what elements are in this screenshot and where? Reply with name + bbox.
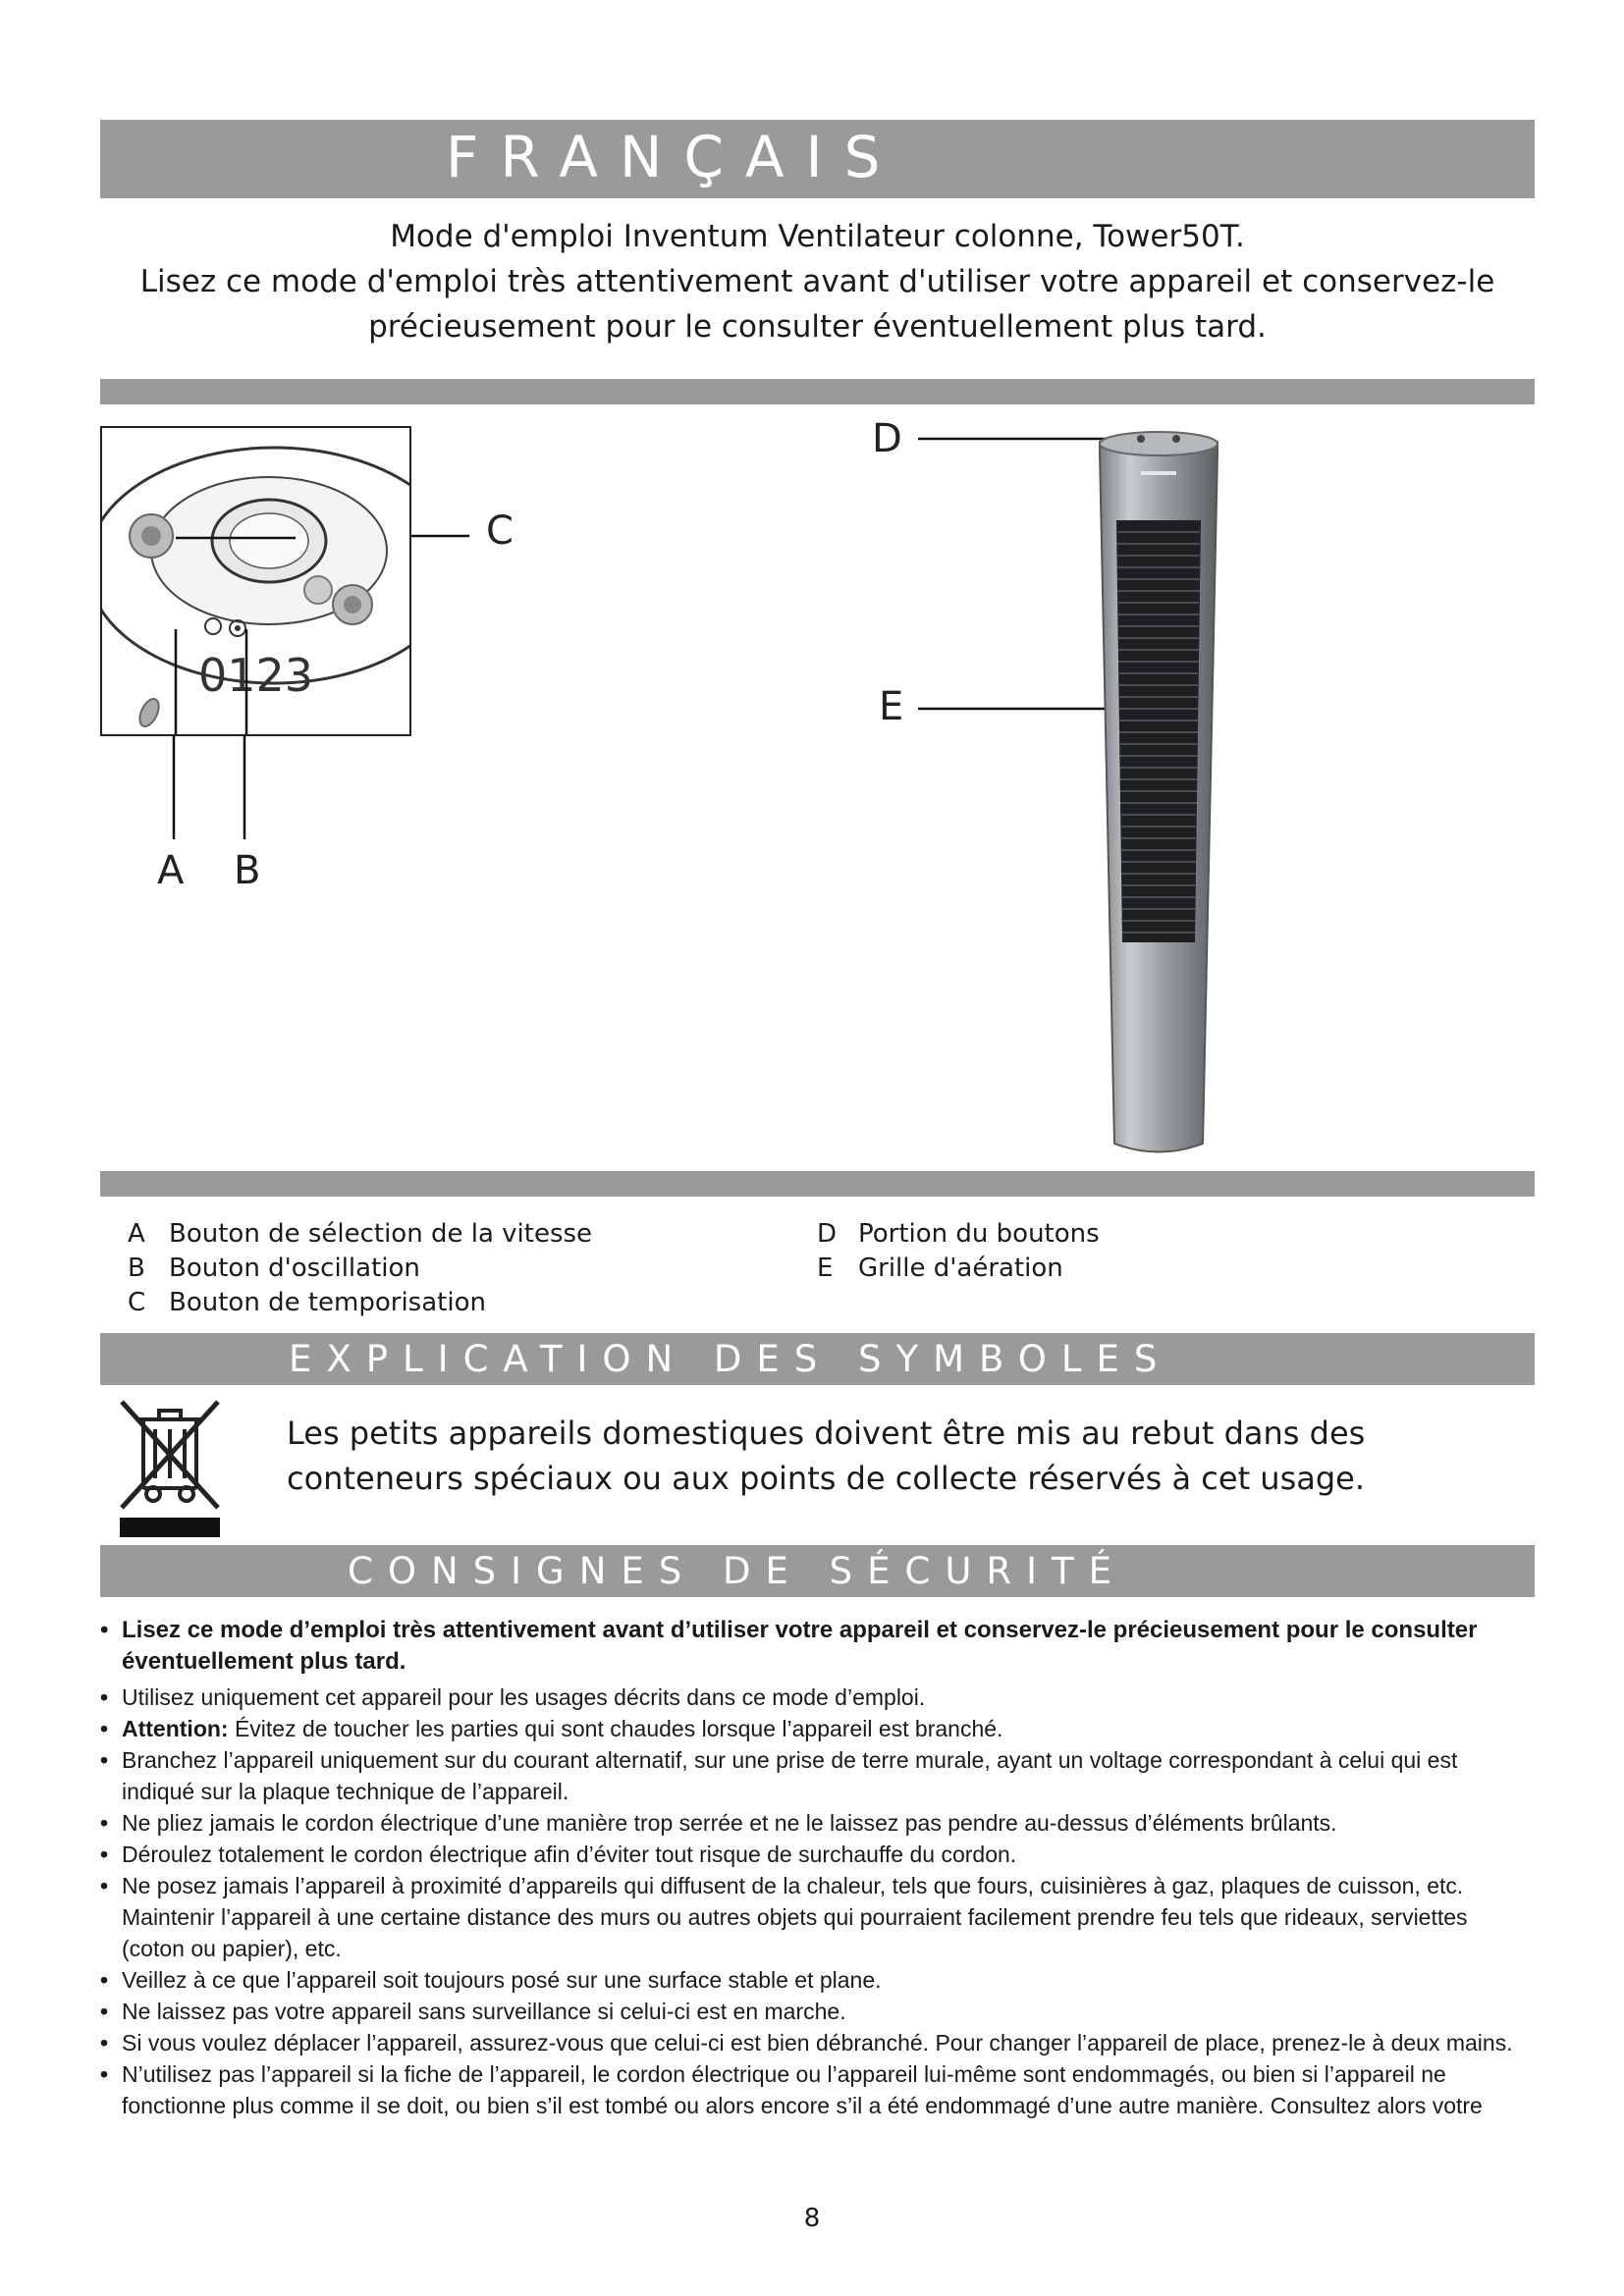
legend-item-b: B Bouton d'oscillation [128,1254,420,1283]
safety-item-attention [100,1713,1529,1744]
symbol-explanation-text: Les petits appareils domestiques doivent être mis au rebut dans des conteneurs spéciaux ou aux points de collecte réservés à cet usage. [287,1415,1366,1497]
callout-e: E [879,684,904,729]
dial-digits: 0123 [198,649,314,702]
section-header-securite [100,1545,1535,1597]
tower-fan-illustration [1070,422,1247,1168]
callout-b: B [234,848,261,893]
safety-item: • Ne laissez pas votre appareil sans surveillance si celui-ci est en marche. [100,1996,1529,2027]
weee-crossed-bin-icon [116,1398,224,1537]
safety-item: • Si vous voulez déplacer l’appareil, assurez-vous que celui-ci est bien débranché. Pour changer l’appareil de place, prenez-le à deux mains. [100,2027,1529,2058]
legend-item-c: C Bouton de temporisation [128,1288,486,1317]
safety-item: • Branchez l’appareil uniquement sur du courant alternatif, sur une prise de terre murale, ayant un voltage correspondant à celui qui est indiqué sur la plaque technique de l’appareil. [100,1744,1529,1807]
safety-item: • Utilisez uniquement cet appareil pour les usages décrits dans ce mode d’emploi. [100,1682,1529,1713]
page-title: FRANÇAIS [446,124,902,190]
symbols-title: EXPLICATION DES SYMBOLES [289,1338,1172,1380]
attention-label: Attention: [122,1716,229,1741]
parts-legend-right [817,1217,1100,1286]
legend-item-e: E Grille d'aération [817,1254,1063,1283]
safety-title: CONSIGNES DE SÉCURITÉ [348,1550,1127,1592]
attention-text: Évitez de toucher les parties qui sont chaudes lorsque l’appareil est branché. [228,1716,1003,1741]
callout-c: C [486,508,514,554]
section-header-symboles [100,1333,1535,1385]
safety-item: • Ne posez jamais l’appareil à proximité d’appareils qui diffusent de la chaleur, tels que fours, cuisinières à gaz, plaques de cuisson, etc. Maintenir l’appareil à une certaine distance des murs ou autres objets qui pourraient facilement prendre feu tels que rideaux, serviettes (coton ou papier), etc. [100,1870,1529,1964]
callout-a: A [157,848,185,893]
safety-list [100,1615,1529,2121]
page-number: 8 [803,2204,821,2233]
intro-line-2: Lisez ce mode d'emploi très attentivement avant d'utiliser votre appareil et conservez-le [139,264,1495,299]
intro-line-3: précieusement pour le consulter éventuellement plus tard. [368,309,1267,345]
safety-item-lead: • Lisez ce mode d’emploi très attentivement avant d’utiliser votre appareil et conservez-le précieusement pour le consulter éventuellement plus tard. [100,1615,1529,1678]
separator-bar [100,1171,1535,1197]
safety-item: • Ne pliez jamais le cordon électrique d’une manière trop serrée et ne le laissez pas pendre au-dessus d’éléments brûlants. [100,1807,1529,1839]
safety-item: • Veillez à ce que l’appareil soit toujours posé sur une surface stable et plane. [100,1964,1529,1996]
safety-instructions [100,1615,1529,2121]
legend-item-d: D Portion du boutons [817,1219,1100,1249]
parts-legend-left [128,1217,592,1320]
safety-item: • N’utilisez pas l’appareil si la fiche de l’appareil, le cordon électrique ou l’appareil lui-même sont endommagés, ou bien si l’appareil ne fonctionne plus comme il se doit, ou bien s’il est tombé ou alors encore s’il a été endommagé d’une autre manière. Consultez alors votre [100,2058,1529,2121]
safety-item: • Déroulez totalement le cordon électrique afin d’éviter tout risque de surchauffe du cordon. [100,1839,1529,1870]
legend-item-a: A Bouton de sélection de la vitesse [128,1219,593,1249]
intro-line-1: Mode d'emploi Inventum Ventilateur colonne, Tower50T. [390,219,1245,254]
callout-d: D [872,416,902,461]
